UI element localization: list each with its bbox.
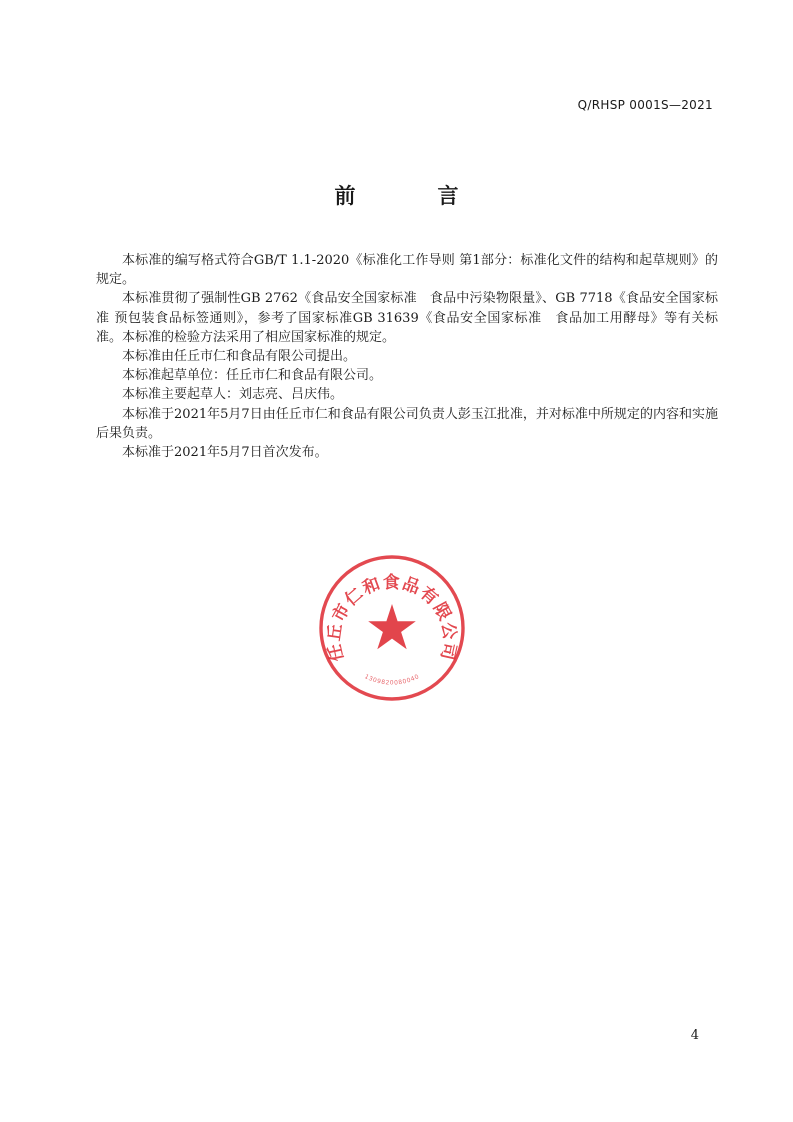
title-char-1: 前 bbox=[334, 184, 356, 208]
foreword-body bbox=[96, 251, 718, 462]
paragraph-release: 本标准于2021年5月7日首次发布。 bbox=[122, 445, 328, 461]
document-code: Q/RHSP 0001S—2021 bbox=[577, 98, 713, 112]
page-title bbox=[0, 180, 793, 210]
paragraph-format: 本标准的编写格式符合GB/T 1.1-2020《标准化工作导则 第1部分：标准化文件的结构和起草规则》的规定。 bbox=[96, 253, 718, 288]
paragraph-approval: 本标准于2021年5月7日由任丘市仁和食品有限公司负责人彭玉江批准，并对标准中所规定的内容和实施后果负责。 bbox=[96, 406, 718, 441]
paragraph-drafting-unit: 本标准起草单位：任丘市仁和食品有限公司。 bbox=[122, 368, 383, 384]
title-char-2: 言 bbox=[437, 184, 459, 208]
seal-company-name: 任丘市仁和食品有限公司 bbox=[324, 572, 460, 664]
paragraph-references: 本标准贯彻了强制性GB 2762《食品安全国家标准 食品中污染物限量》、GB 7718《食品安全国家标准 预包装食品标签通则》，参考了国家标准GB 31639《食品安全国家标准 食品加工用酵母》等有关标准。本标准的检验方法采用了相应国家标准的规定。 bbox=[96, 291, 718, 345]
paragraph-drafters: 本标准主要起草人：刘志亮、吕庆伟。 bbox=[122, 387, 344, 403]
seal-number: 1309820080040 bbox=[363, 673, 421, 687]
paragraph-proposer: 本标准由任丘市仁和食品有限公司提出。 bbox=[122, 349, 357, 365]
page-number: 4 bbox=[690, 1028, 699, 1043]
company-seal-stamp bbox=[316, 552, 468, 704]
seal-star bbox=[368, 604, 416, 649]
